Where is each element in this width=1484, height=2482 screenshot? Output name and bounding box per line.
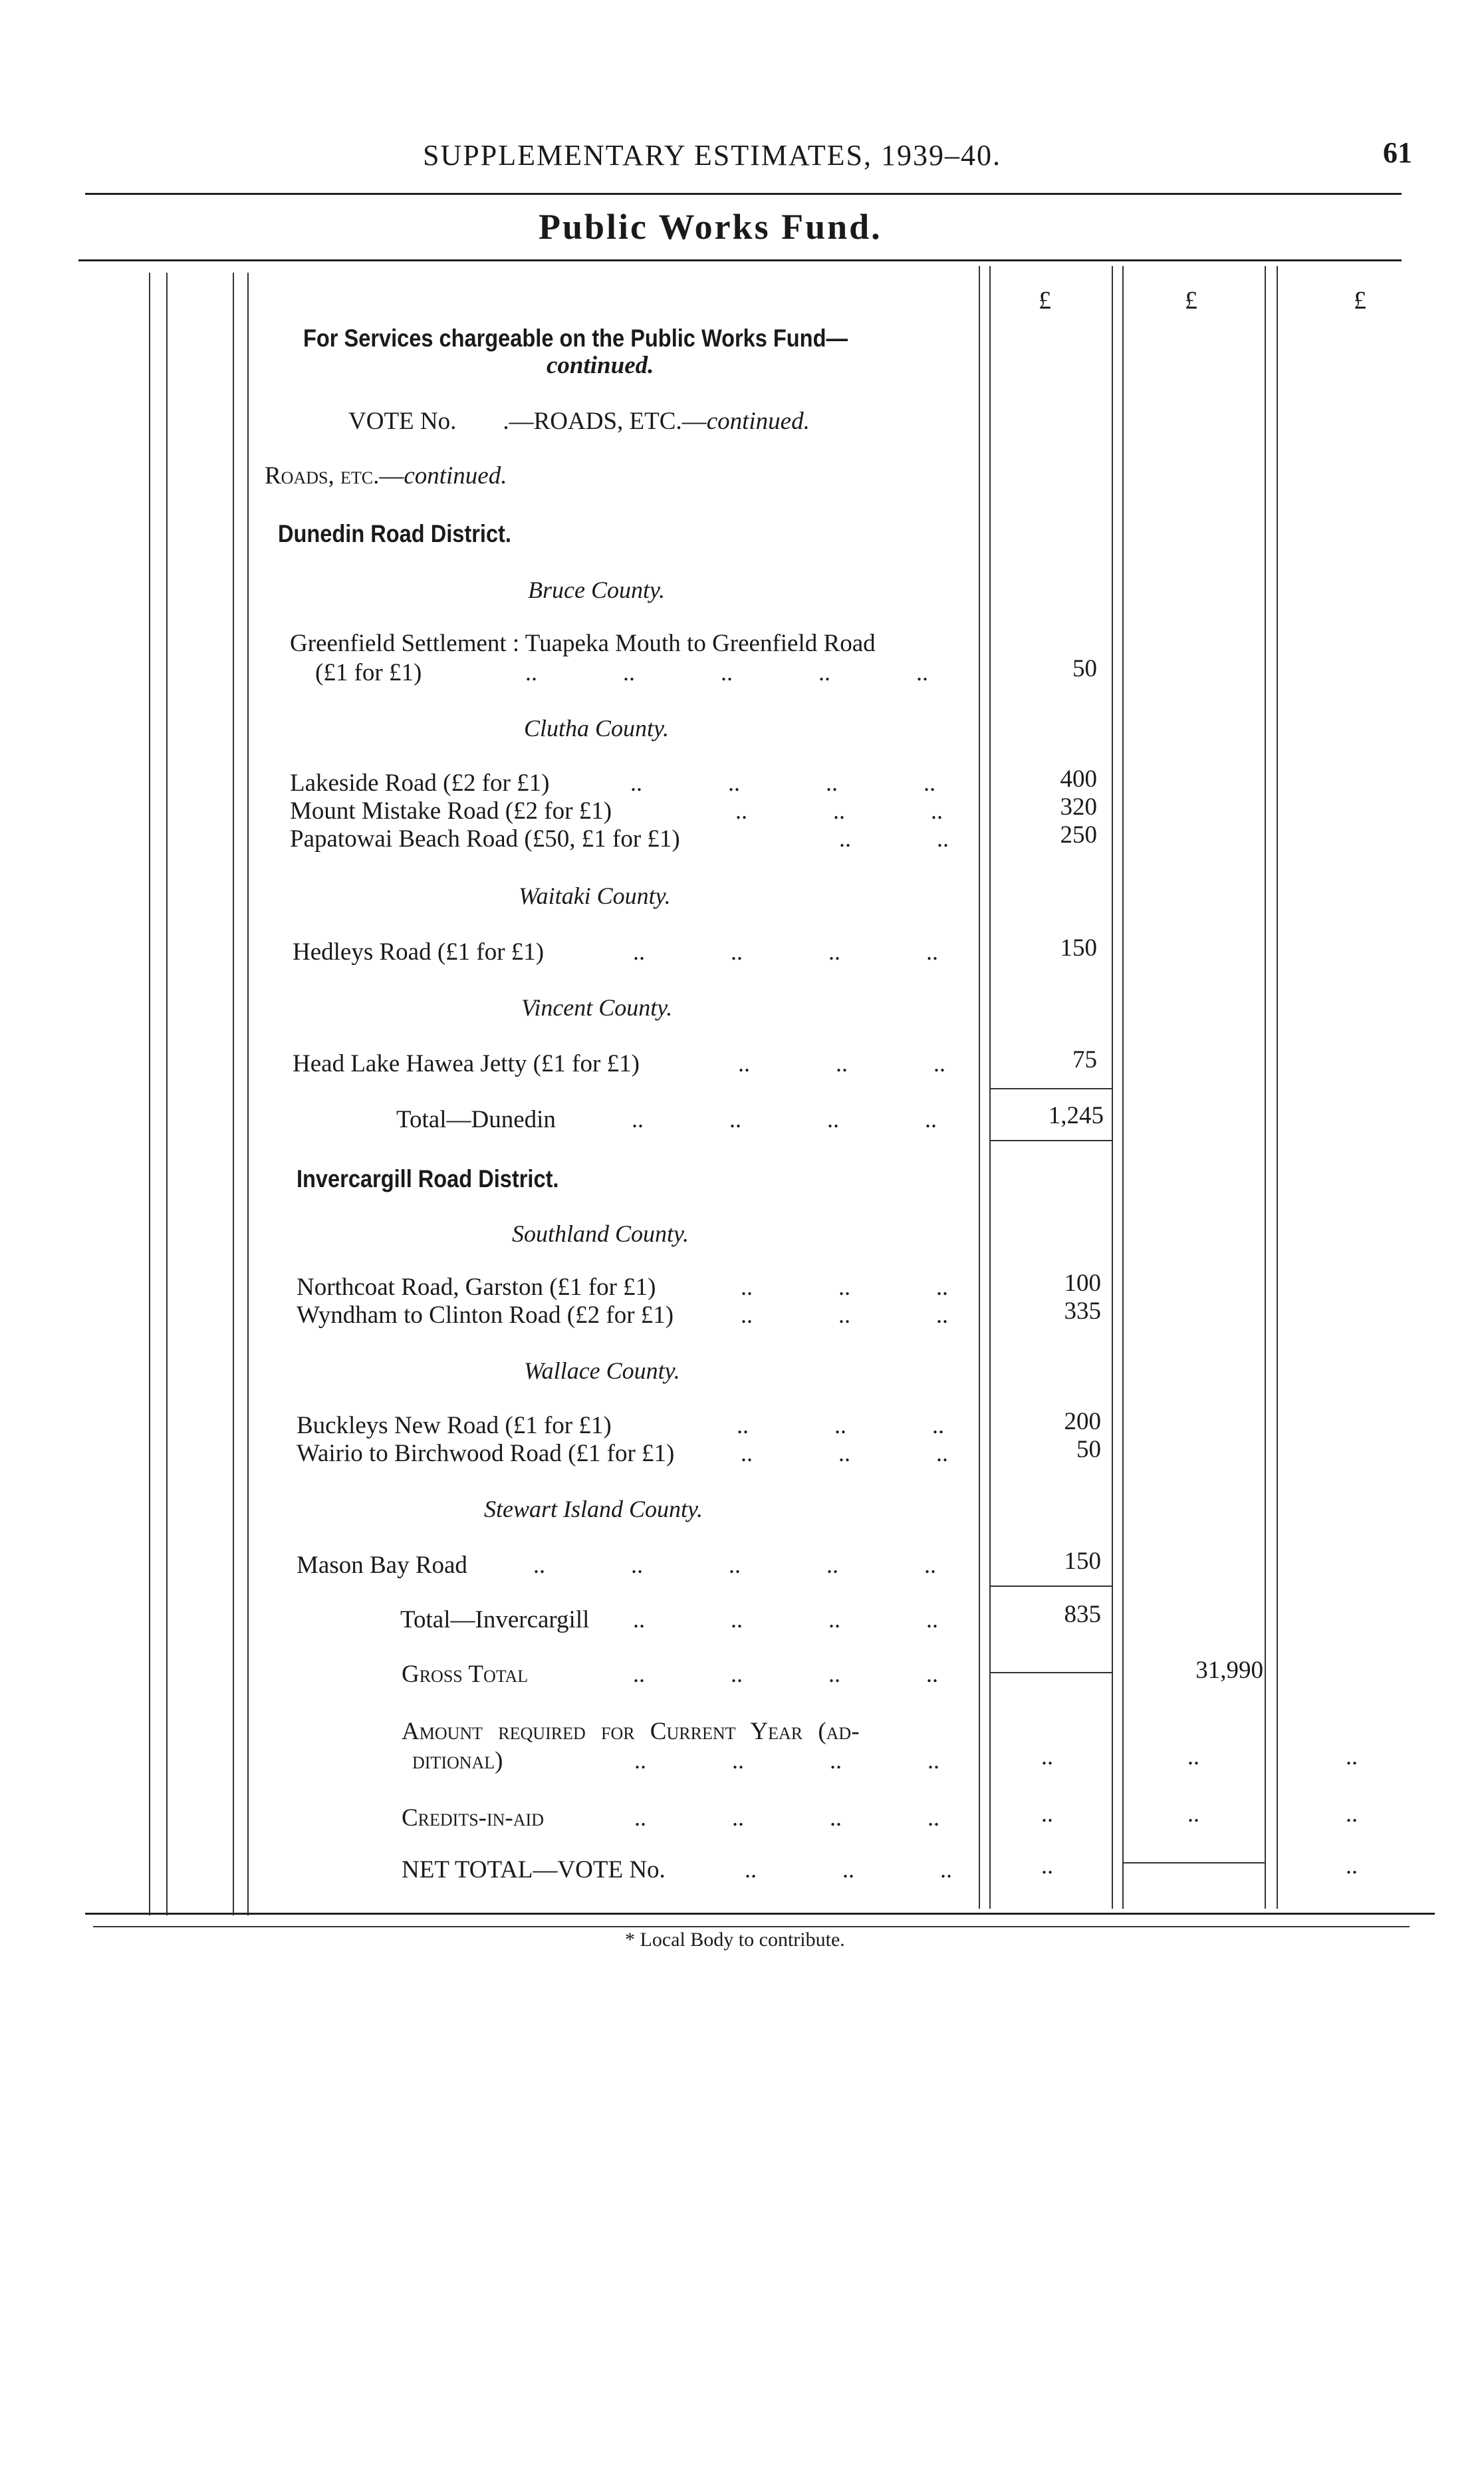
margin-rule-2 — [166, 273, 168, 1915]
pound-col-2: £ — [1185, 287, 1197, 315]
leader-dots: .. .. .. .. — [634, 1804, 939, 1831]
footnote: * Local Body to contribute. — [625, 1929, 845, 1951]
column-rule-1 — [979, 266, 980, 1909]
total-dunedin-label: Total—Dunedin — [396, 1106, 556, 1133]
column-rule-6 — [1277, 266, 1278, 1909]
title-rule — [78, 259, 1402, 261]
lakeside-value: 400 — [1060, 765, 1097, 793]
pound-col-1: £ — [1039, 287, 1051, 315]
column-rule-3 — [1112, 266, 1113, 1909]
subtotal-rule — [989, 1140, 1112, 1141]
amount-required-line-2: ditional) — [412, 1747, 503, 1774]
stewart-island-county-heading: Stewart Island County. — [484, 1496, 703, 1522]
column-rule-5 — [1265, 266, 1266, 1909]
credits-in-aid-label: Credits-in-aid — [402, 1804, 544, 1832]
leader-dots: .. .. .. .. — [632, 1106, 937, 1133]
greenfield-value: 50 — [1072, 655, 1097, 682]
wairio-value: 50 — [1076, 1436, 1101, 1463]
leader-dots: .. .. .. — [741, 1302, 948, 1328]
dunedin-heading: Dunedin Road District. — [278, 520, 511, 547]
column-rule-2 — [989, 266, 991, 1909]
roads-continued: continued. — [404, 462, 507, 489]
roads-subheading — [265, 462, 507, 490]
gross-total-label: Gross Total — [402, 1661, 529, 1688]
wairio-label: Wairio to Birchwood Road (£1 for £1) — [297, 1440, 675, 1467]
leader-dots: .. .. .. .. — [633, 938, 938, 965]
pound-col-3: £ — [1354, 287, 1366, 315]
invercargill-heading: Invercargill Road District. — [297, 1165, 559, 1192]
papatowai-label: Papatowai Beach Road (£50, £1 for £1) — [290, 825, 680, 853]
column-rule-4 — [1122, 266, 1124, 1909]
running-header: SUPPLEMENTARY ESTIMATES, 1939–40. — [423, 139, 1002, 172]
leader-dots: .. .. .. .. — [633, 1606, 938, 1633]
credits-col-3: .. — [1346, 1800, 1358, 1827]
credits-col-1: .. — [1041, 1800, 1053, 1827]
amount-required-col-1: .. — [1041, 1743, 1053, 1770]
total-invercargill-value: 835 — [1064, 1601, 1101, 1628]
page-number: 61 — [1383, 136, 1412, 169]
amount-required-col-3: .. — [1346, 1743, 1358, 1770]
mount-mistake-value: 320 — [1060, 793, 1097, 821]
hedleys-label: Hedleys Road (£1 for £1) — [293, 938, 545, 966]
vote-rest: .—ROADS, ETC.— — [503, 408, 707, 435]
leader-dots: .. .. .. .. .. — [525, 659, 928, 686]
clutha-county-heading: Clutha County. — [524, 715, 670, 742]
net-total-rule — [1122, 1862, 1265, 1863]
subtotal-rule — [989, 1088, 1112, 1089]
southland-county-heading: Southland County. — [512, 1220, 689, 1247]
total-invercargill-label: Total—Invercargill — [400, 1606, 590, 1633]
gross-total-value: 31,990 — [1195, 1657, 1263, 1684]
net-total-col-3: .. — [1346, 1852, 1358, 1879]
waitaki-county-heading: Waitaki County. — [519, 883, 671, 909]
vote-prefix: VOTE No. — [348, 408, 457, 435]
greenfield-line-2: (£1 for £1) — [315, 659, 422, 686]
northcoat-value: 100 — [1064, 1270, 1101, 1297]
buckleys-label: Buckleys New Road (£1 for £1) — [297, 1412, 612, 1439]
margin-rule-3 — [233, 273, 234, 1915]
services-heading: For Services chargeable on the Public Works Fund— — [303, 325, 848, 352]
leader-dots: .. .. .. — [741, 1440, 948, 1466]
wyndham-value: 335 — [1064, 1298, 1101, 1325]
leader-dots: .. .. .. — [735, 797, 943, 824]
footnote-rule — [93, 1926, 1410, 1927]
leader-dots: .. .. .. .. — [634, 1747, 939, 1774]
hedleys-value: 150 — [1060, 934, 1097, 962]
vincent-county-heading: Vincent County. — [521, 994, 673, 1021]
hawea-jetty-value: 75 — [1072, 1046, 1097, 1073]
credits-col-2: .. — [1187, 1800, 1199, 1827]
mason-bay-value: 150 — [1064, 1548, 1101, 1575]
amount-required-line-1: Amount required for Current Year (ad- — [402, 1718, 860, 1745]
buckleys-value: 200 — [1064, 1408, 1101, 1435]
leader-dots: .. .. .. .. — [630, 769, 935, 796]
wallace-county-heading: Wallace County. — [524, 1357, 680, 1384]
greenfield-line-1: Greenfield Settlement : Tuapeka Mouth to Greenfield Road — [290, 630, 876, 657]
leader-dots: .. .. .. .. .. — [533, 1552, 936, 1578]
margin-rule-1 — [149, 273, 150, 1915]
vote-continued: continued. — [706, 408, 810, 435]
leader-dots: .. .. .. .. — [633, 1661, 938, 1687]
leader-dots: .. .. .. — [738, 1050, 945, 1077]
total-dunedin-value: 1,245 — [1048, 1102, 1104, 1129]
table-bottom-rule — [85, 1913, 1435, 1915]
amount-required-col-2: .. — [1187, 1743, 1199, 1770]
mount-mistake-label: Mount Mistake Road (£2 for £1) — [290, 797, 612, 825]
subtotal-rule — [989, 1586, 1112, 1587]
bruce-county-heading: Bruce County. — [528, 577, 665, 603]
gross-rule — [989, 1672, 1112, 1673]
wyndham-label: Wyndham to Clinton Road (£2 for £1) — [297, 1302, 674, 1329]
leader-dots: .. .. .. — [745, 1856, 952, 1883]
margin-rule-4 — [247, 273, 249, 1915]
northcoat-label: Northcoat Road, Garston (£1 for £1) — [297, 1274, 656, 1301]
leader-dots: .. .. — [839, 825, 949, 852]
hawea-jetty-label: Head Lake Hawea Jetty (£1 for £1) — [293, 1050, 640, 1077]
leader-dots: .. .. .. — [737, 1412, 944, 1439]
lakeside-label: Lakeside Road (£2 for £1) — [290, 769, 550, 797]
vote-heading — [348, 407, 810, 436]
roads-prefix: Roads, etc.— — [265, 462, 404, 489]
services-continued: continued. — [547, 352, 654, 379]
fund-title: Public Works Fund. — [539, 207, 882, 247]
net-total-label: NET TOTAL—VOTE No. — [402, 1856, 666, 1883]
net-total-col-1: .. — [1041, 1852, 1053, 1879]
header-rule — [85, 193, 1402, 195]
papatowai-value: 250 — [1060, 821, 1097, 849]
leader-dots: .. .. .. — [741, 1274, 948, 1300]
mason-bay-label: Mason Bay Road — [297, 1552, 467, 1579]
